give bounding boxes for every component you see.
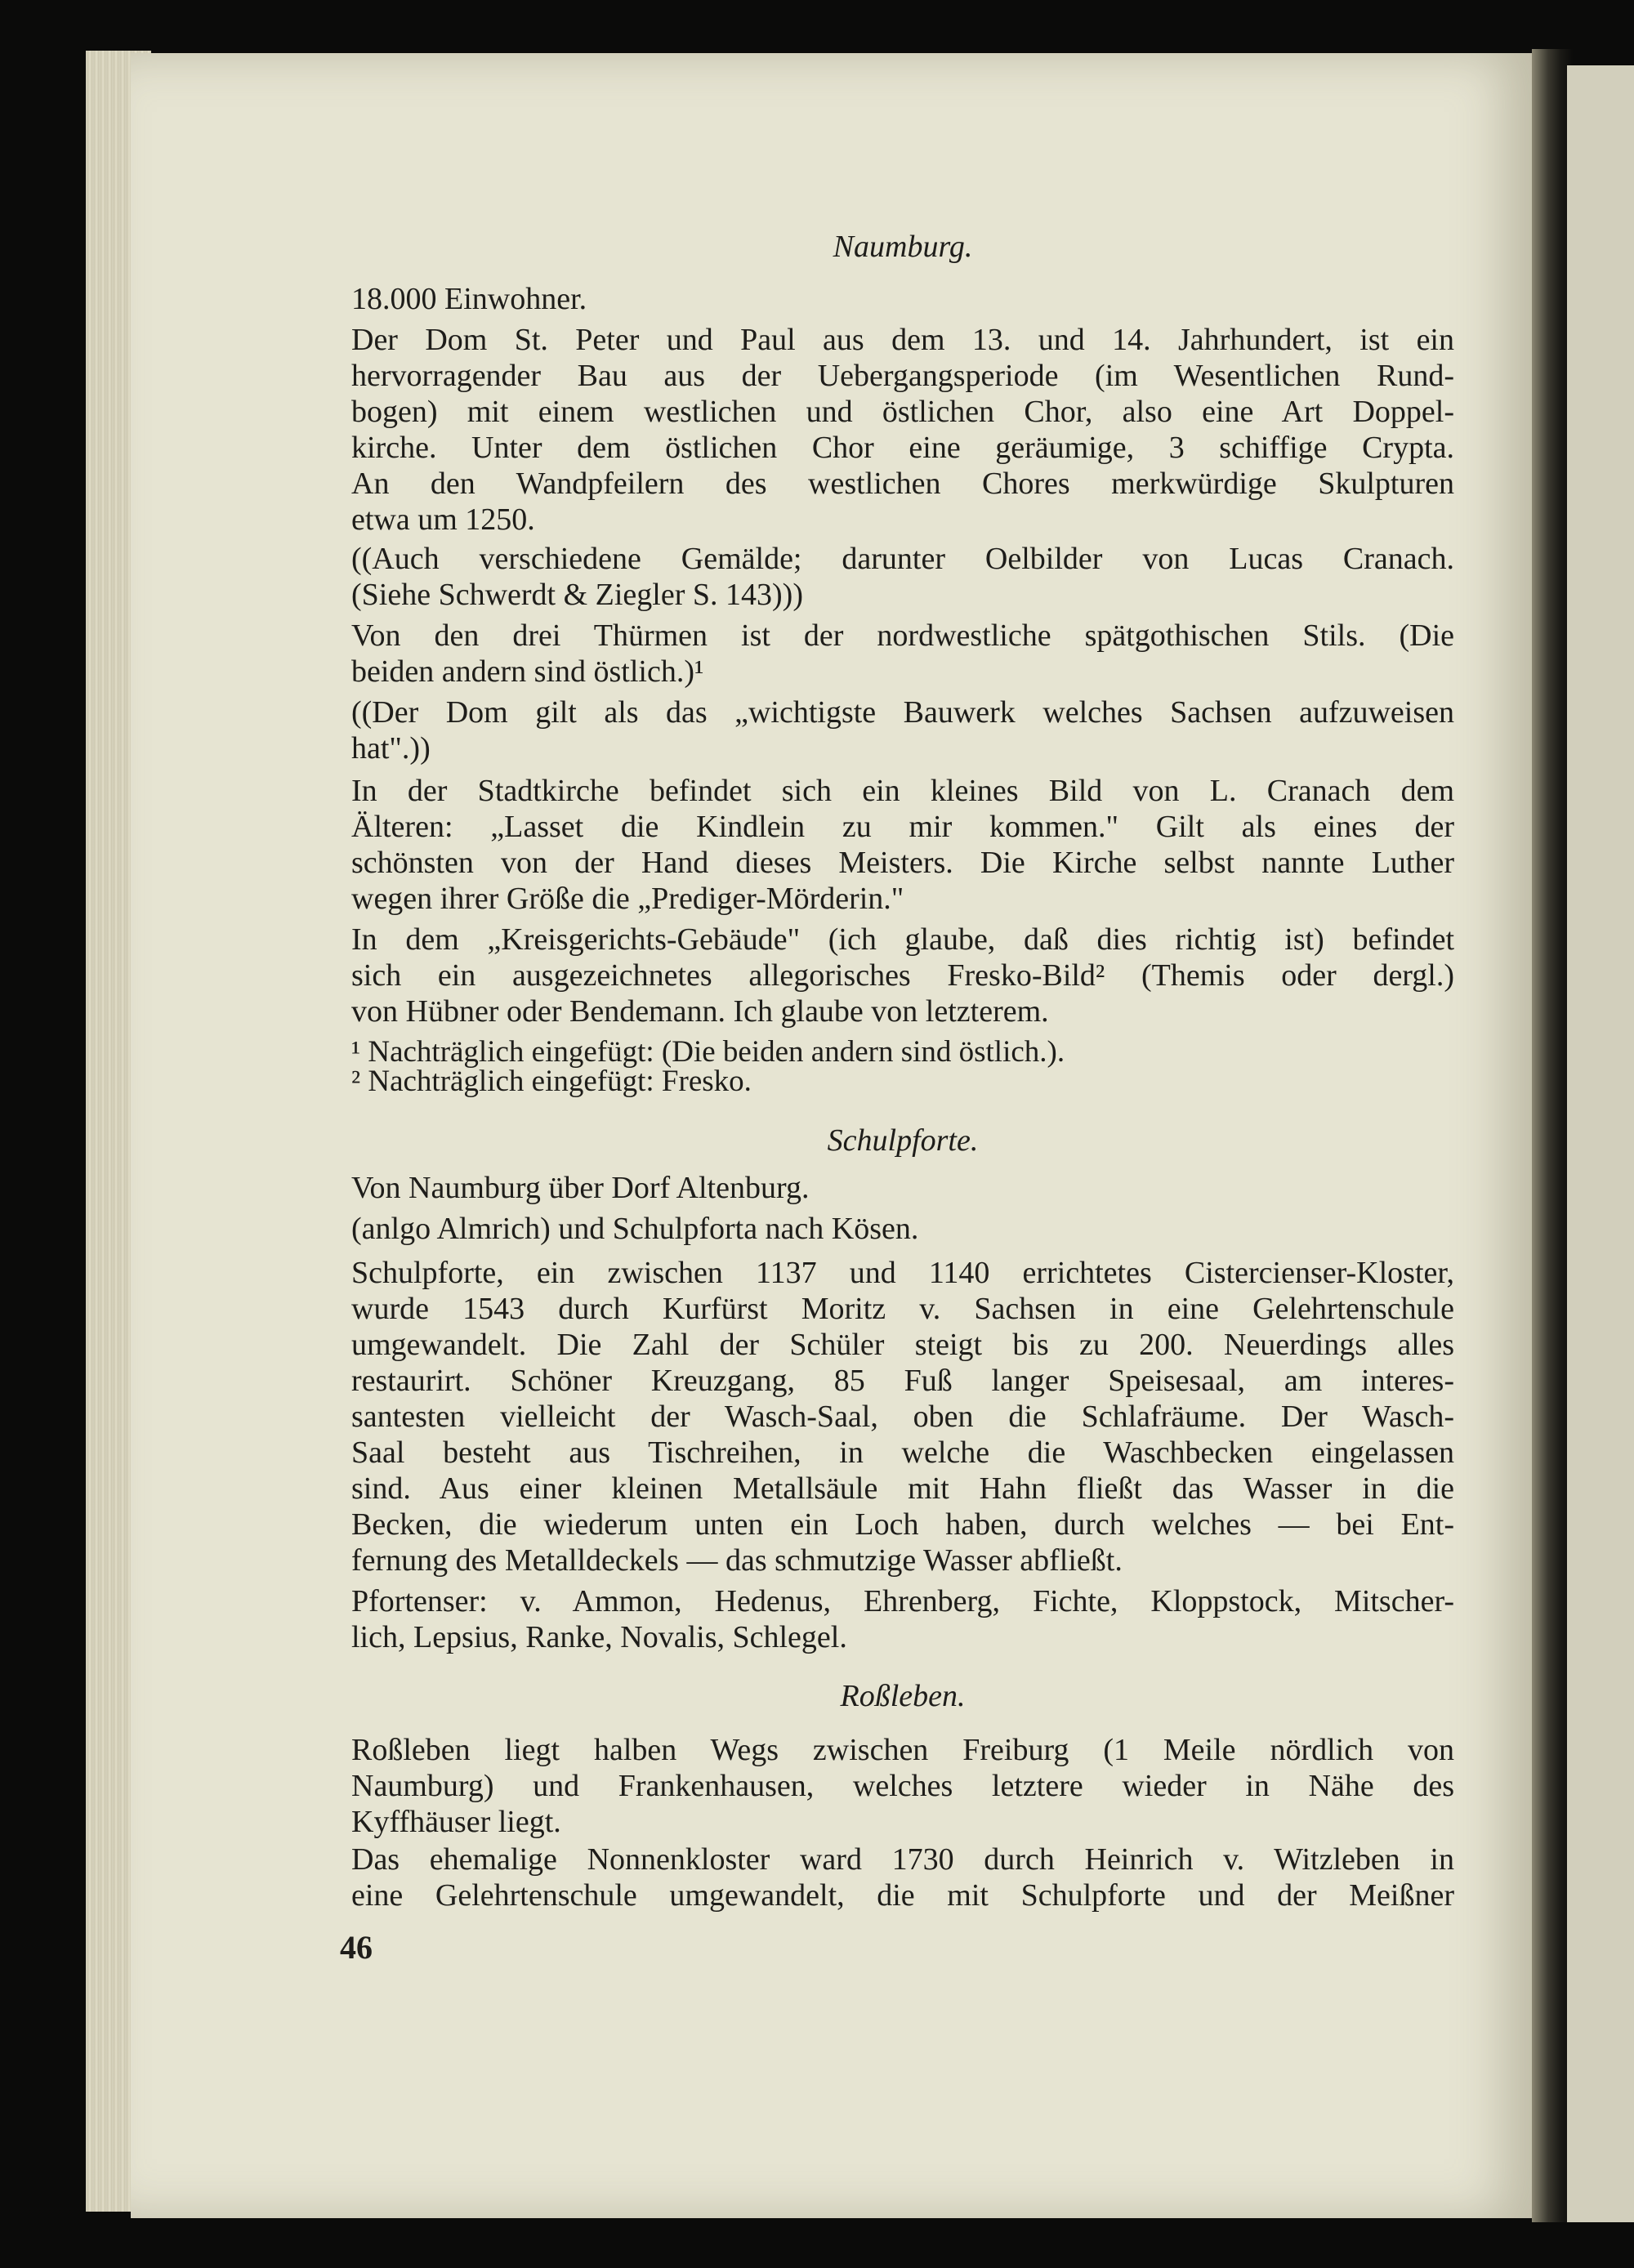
text-line: schönsten von der Hand dieses Meisters. Die Kirche selbst nannte Luther	[351, 846, 1454, 880]
text-line: In dem „Kreisgerichts-Gebäude" (ich glaube, daß dies richtig ist) befindet	[351, 922, 1454, 957]
text-line: fernung des Metalldeckels — das schmutzige Wasser abfließt.	[351, 1543, 1123, 1578]
text-line: sind. Aus einer kleinen Metallsäule mit Hahn fließt das Wasser in die	[351, 1471, 1454, 1506]
text-line: Kyffhäuser liegt.	[351, 1805, 561, 1839]
text-line: kirche. Unter dem östlichen Chor eine geräumige, 3 schiffige Crypta.	[351, 431, 1454, 465]
text-line: In der Stadtkirche befindet sich ein kleines Bild von L. Cranach dem	[351, 774, 1454, 808]
page-number: 46	[340, 1929, 373, 1966]
text-line: (anlgo Almrich) und Schulpforta nach Kösen.	[351, 1212, 919, 1246]
text-line: bogen) mit einem westlichen und östlichen Chor, also eine Art Doppel-	[351, 395, 1454, 429]
text-line: Naumburg) und Frankenhausen, welches letztere wieder in Nähe des	[351, 1769, 1454, 1803]
text-line: hervorragender Bau aus der Uebergangsperiode (im Wesentlichen Rund-	[351, 359, 1454, 393]
text-line: Das ehemalige Nonnenkloster ward 1730 durch Heinrich v. Witzleben in	[351, 1842, 1454, 1877]
heading-schulpforte: Schulpforte.	[827, 1123, 979, 1158]
heading-naumburg: Naumburg.	[833, 230, 973, 264]
text-line: Roßleben liegt halben Wegs zwischen Freiburg (1 Meile nördlich von	[351, 1733, 1454, 1767]
text-line: etwa um 1250.	[351, 502, 535, 537]
text-line: restaurirt. Schöner Kreuzgang, 85 Fuß langer Speisesaal, am interes-	[351, 1364, 1454, 1398]
text-line: Becken, die wiederum unten ein Loch haben, durch welches — bei Ent-	[351, 1507, 1454, 1542]
text-line: 18.000 Einwohner.	[351, 282, 587, 316]
text-line: hat".))	[351, 731, 431, 766]
text-line: ((Auch verschiedene Gemälde; darunter Oelbilder von Lucas Cranach.	[351, 542, 1454, 576]
text-line: sich ein ausgezeichnetes allegorisches Fresko-Bild² (Themis oder dergl.)	[351, 958, 1454, 993]
text-line: Saal besteht aus Tischreihen, in welche die Waschbecken eingelassen	[351, 1435, 1454, 1470]
text-line: Von den drei Thürmen ist der nordwestliche spätgothischen Stils. (Die	[351, 618, 1454, 653]
text-line: Der Dom St. Peter und Paul aus dem 13. und 14. Jahrhundert, ist ein	[351, 323, 1454, 357]
text-line: beiden andern sind östlich.)¹	[351, 654, 704, 689]
text-line: ((Der Dom gilt als das „wichtigste Bauwerk welches Sachsen aufzuweisen	[351, 695, 1454, 730]
text-line: Von Naumburg über Dorf Altenburg.	[351, 1171, 810, 1205]
text-line: wurde 1543 durch Kurfürst Moritz v. Sachsen in eine Gelehrtenschule	[351, 1292, 1454, 1326]
facing-page-edge	[1567, 65, 1634, 2222]
footnote-1: ¹ Nachträglich eingefügt: (Die beiden andern sind östlich.).	[351, 1035, 1065, 1069]
text-line: von Hübner oder Bendemann. Ich glaube von letzterem.	[351, 994, 1049, 1029]
text-line: umgewandelt. Die Zahl der Schüler steigt bis zu 200. Neuerdings alles	[351, 1328, 1454, 1362]
text-line: Pfortenser: v. Ammon, Hedenus, Ehrenberg, Fichte, Kloppstock, Mitscher-	[351, 1584, 1454, 1618]
text-line: Älteren: „Lasset die Kindlein zu mir kommen." Gilt als eines der	[351, 810, 1454, 844]
text-line: lich, Lepsius, Ranke, Novalis, Schlegel.	[351, 1620, 847, 1654]
footnote-2: ² Nachträglich eingefügt: Fresko.	[351, 1065, 752, 1098]
heading-rossleben: Roßleben.	[840, 1679, 966, 1713]
text-line: santesten vielleicht der Wasch-Saal, oben die Schlafräume. Der Wasch-	[351, 1400, 1454, 1434]
text-line: eine Gelehrtenschule umgewandelt, die mit Schulpforte und der Meißner	[351, 1878, 1454, 1913]
text-line: wegen ihrer Größe die „Prediger-Mörderin."	[351, 882, 904, 916]
text-line: An den Wandpfeilern des westlichen Chores merkwürdige Skulpturen	[351, 467, 1454, 501]
text-line: Schulpforte, ein zwischen 1137 und 1140 errichtetes Cistercienser-Kloster,	[351, 1256, 1454, 1290]
text-line: (Siehe Schwerdt & Ziegler S. 143)))	[351, 578, 803, 612]
